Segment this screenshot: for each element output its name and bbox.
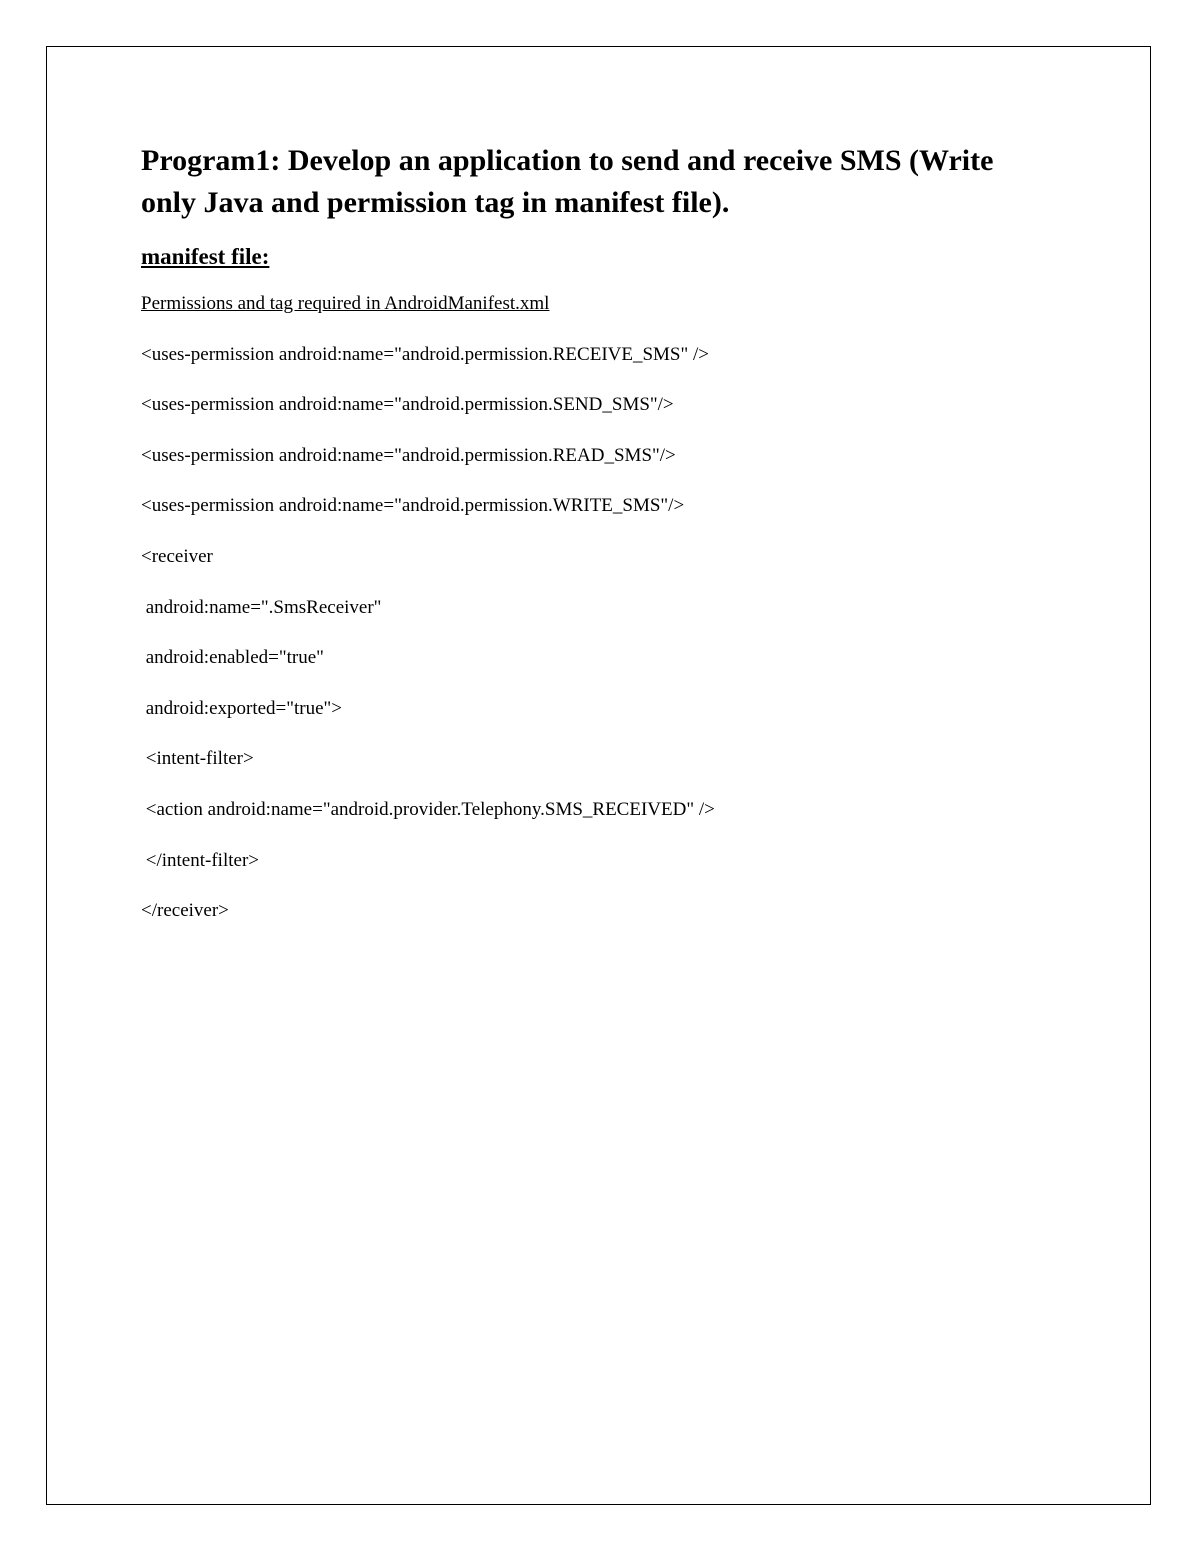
- code-line: android:name=".SmsReceiver": [141, 596, 382, 618]
- code-line: <uses-permission android:name="android.permission.WRITE_SMS"/>: [141, 495, 685, 517]
- code-line: android:enabled="true": [141, 647, 324, 669]
- manifest-code-block: [141, 343, 1101, 924]
- permissions-subheading: Permissions and tag required in AndroidManifest.xml: [141, 293, 550, 314]
- code-line: </intent-filter>: [141, 849, 259, 871]
- code-line: <receiver: [141, 545, 213, 567]
- section-heading-manifest: manifest file:: [141, 244, 270, 269]
- code-line: <intent-filter>: [141, 748, 254, 770]
- code-line: <action android:name="android.provider.Telephony.SMS_RECEIVED" />: [141, 798, 715, 820]
- code-line: <uses-permission android:name="android.permission.SEND_SMS"/>: [141, 394, 674, 416]
- document-content: [141, 140, 1101, 923]
- code-line: android:exported="true">: [141, 697, 343, 719]
- page-title: Program1: Develop an application to send and receive SMS (Write only Java and permission tag in manifest file).: [141, 144, 994, 219]
- code-line: <uses-permission android:name="android.permission.READ_SMS"/>: [141, 444, 676, 466]
- code-line: </receiver>: [141, 900, 229, 922]
- code-line: <uses-permission android:name="android.permission.RECEIVE_SMS" />: [141, 343, 709, 365]
